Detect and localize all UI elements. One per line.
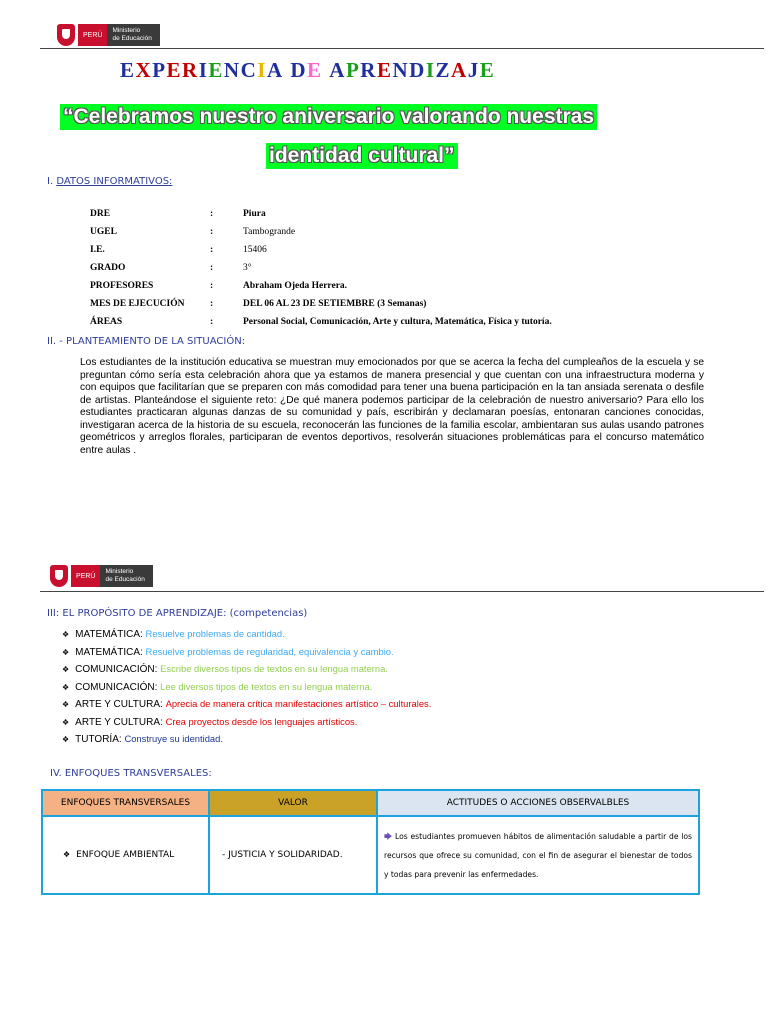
- title-letter: A: [451, 58, 468, 82]
- title-letter: P: [152, 58, 167, 82]
- bullet-icon: ❖: [62, 665, 70, 674]
- enfoques-table: [41, 789, 700, 895]
- banner-line-1: “Celebramos nuestro aniversario valorando nuestras: [60, 104, 597, 130]
- info-separator: :: [210, 245, 214, 255]
- title-letter: E: [208, 58, 224, 82]
- minedu-logo: [57, 20, 160, 50]
- title-letter: I: [198, 58, 209, 82]
- competency-text: Escribe diversos tipos de textos en su lengua materna.: [160, 663, 388, 674]
- bullet-icon: ❖: [62, 630, 70, 639]
- info-label: GRADO: [90, 263, 126, 273]
- title-letter: D: [409, 58, 426, 82]
- info-label: PROFESORES: [90, 281, 154, 291]
- title-letter: E: [120, 58, 136, 82]
- competency-area: MATEMÁTICA:: [75, 629, 146, 640]
- header-actitudes: ACTITUDES O ACCIONES OBSERVALBLES: [377, 790, 699, 816]
- bullet-icon: ❖: [62, 647, 70, 657]
- competency-text: Resuelve problemas de cantidad.: [145, 628, 285, 639]
- info-value: Personal Social, Comunicación, Arte y cultura, Matemática, Física y tutoría.: [243, 317, 552, 327]
- info-label: MES DE EJECUCIÓN: [90, 299, 185, 309]
- section-1-heading: I. DATOS INFORMATIVOS:: [47, 176, 173, 187]
- info-value: DEL 06 AL 23 DE SETIEMBRE (3 Semanas): [243, 299, 427, 309]
- section-4-heading: IV. ENFOQUES TRANSVERSALES:: [50, 768, 212, 779]
- competency-list: [62, 628, 431, 751]
- peru-label-2: PERÚ: [71, 565, 100, 587]
- competency-area: COMUNICACIÓN:: [75, 681, 161, 693]
- info-separator: :: [210, 317, 214, 327]
- peru-shield-icon: [50, 565, 68, 587]
- peru-shield-icon: [57, 24, 75, 46]
- info-value: Abraham Ojeda Herrera.: [243, 281, 348, 291]
- title-letter: A: [329, 58, 346, 82]
- title-letter: E: [307, 58, 323, 82]
- title-letter: A: [266, 58, 284, 82]
- situation-paragraph: Los estudiantes de la institución educativa se muestran muy emocionados por que se acerca la fecha del cumpleaños de la escuela y se preguntan cómo sería esta celebración ahora que ya estamos de manera presencial y que cuentan con una infraestructura moderna y con equipos que facilitarían que se preparen con más comodidad para tener una buena participación en la tan ansiada serenata o desfile de artistas. Planteándose el siguiente reto: ¿De qué manera podemos participar de la celebración de nuestro aniversario? Para ello los estudiantes practicaran algunas danzas de su comunidad y país, escribirán y declamaran poesías, entonaran canciones conocidas, investigaran acerca de la historia de su escuela, reconocerán las funciones de la familia escolar, ambientaran sus aulas usando patrones geométricos y arreglos florales, participaran de eventos deportivos, resolverán situaciones problemáticas para el concurso matemático entre aulas .: [80, 357, 704, 456]
- title-letter: N: [392, 58, 410, 82]
- header-divider-2: [40, 591, 764, 592]
- table-row: [42, 816, 699, 894]
- info-label: I.E.: [90, 245, 105, 255]
- list-item: [62, 716, 431, 734]
- competency-area: MATEMÁTICA:: [75, 646, 146, 658]
- banner-line-2: identidad cultural”: [266, 143, 458, 169]
- competency-area: COMUNICACIÓN:: [75, 664, 161, 675]
- bullet-icon: ❖: [62, 682, 70, 692]
- list-item: [62, 733, 431, 751]
- title-letter: R: [360, 58, 377, 82]
- info-separator: :: [210, 227, 214, 237]
- title-letter: N: [223, 58, 241, 82]
- bullet-icon: ❖: [62, 700, 70, 709]
- info-value: Piura: [243, 209, 266, 219]
- info-label: UGEL: [90, 227, 117, 237]
- list-item: [62, 646, 431, 664]
- info-value: 3°: [243, 263, 252, 273]
- arrow-bullet-icon: 🡆: [384, 831, 393, 841]
- title-letter: E: [166, 58, 183, 82]
- info-label: ÁREAS: [90, 317, 123, 327]
- title-letter: C: [240, 58, 258, 82]
- competency-text: Crea proyectos desde los lenguajes artísticos.: [165, 715, 358, 727]
- competency-area: ARTE Y CULTURA:: [75, 716, 166, 728]
- title-letter: J: [467, 58, 480, 82]
- info-separator: :: [210, 281, 214, 291]
- competency-text: Lee diversos tipos de textos en su lengua materna.: [160, 680, 373, 692]
- info-label: DRE: [90, 209, 111, 219]
- peru-label: PERÚ: [78, 24, 107, 46]
- table-header-row: [42, 790, 699, 816]
- list-item: [62, 628, 431, 646]
- actitud-cell: 🡆 Los estudiantes promueven hábitos de alimentación saludable a partir de los recursos que ofrece su comunidad, con el fin de asegurar el bienestar de todos y todas para prevenir las enfermedades.: [377, 816, 699, 894]
- valor-cell: - JUSTICIA Y SOLIDARIDAD.: [209, 816, 377, 894]
- header-enfoques: ENFOQUES TRANSVERSALES: [42, 790, 209, 816]
- bullet-icon: ❖: [62, 717, 70, 727]
- info-separator: :: [210, 209, 214, 219]
- title-letter: I: [425, 58, 436, 82]
- info-value: 15406: [243, 245, 267, 255]
- section-2-heading: II. - PLANTEAMIENTO DE LA SITUACIÓN:: [47, 336, 246, 347]
- list-item: [62, 663, 431, 681]
- competency-text: Resuelve problemas de regularidad, equivalencia y cambio.: [145, 645, 394, 657]
- minedu-logo-2: [50, 561, 153, 591]
- section-3-heading: III: EL PROPÓSITO DE APRENDIZAJE: (competencias): [47, 608, 308, 619]
- header-divider: [40, 48, 764, 49]
- title-letter: E: [376, 58, 393, 82]
- info-separator: :: [210, 299, 214, 309]
- title-letter: I: [257, 58, 267, 82]
- list-item: [62, 698, 431, 716]
- info-separator: :: [210, 263, 214, 273]
- ministry-label: Ministerio de Educación: [107, 24, 159, 46]
- bullet-icon: ❖: [63, 850, 71, 859]
- enfoque-cell: ❖ ENFOQUE AMBIENTAL: [42, 816, 209, 894]
- competency-area: TUTORÍA:: [75, 734, 125, 745]
- info-value: Tambogrande: [243, 227, 296, 237]
- title-letter: R: [182, 58, 199, 82]
- bullet-icon: ❖: [62, 735, 70, 744]
- ministry-label-2: Ministerio de Educación: [100, 565, 152, 587]
- title-letter: E: [479, 58, 496, 82]
- title-letter: X: [135, 58, 153, 82]
- list-item: [62, 681, 431, 699]
- title-letter: Z: [435, 58, 452, 82]
- title-letter: P: [345, 58, 361, 82]
- competency-area: ARTE Y CULTURA:: [75, 699, 166, 710]
- page-title: [120, 58, 495, 83]
- title-letter: D: [290, 58, 308, 82]
- competency-text: Aprecia de manera crítica manifestaciones artístico – culturales.: [165, 698, 432, 709]
- header-valor: VALOR: [209, 790, 377, 816]
- competency-text: Construye su identidad.: [124, 733, 223, 744]
